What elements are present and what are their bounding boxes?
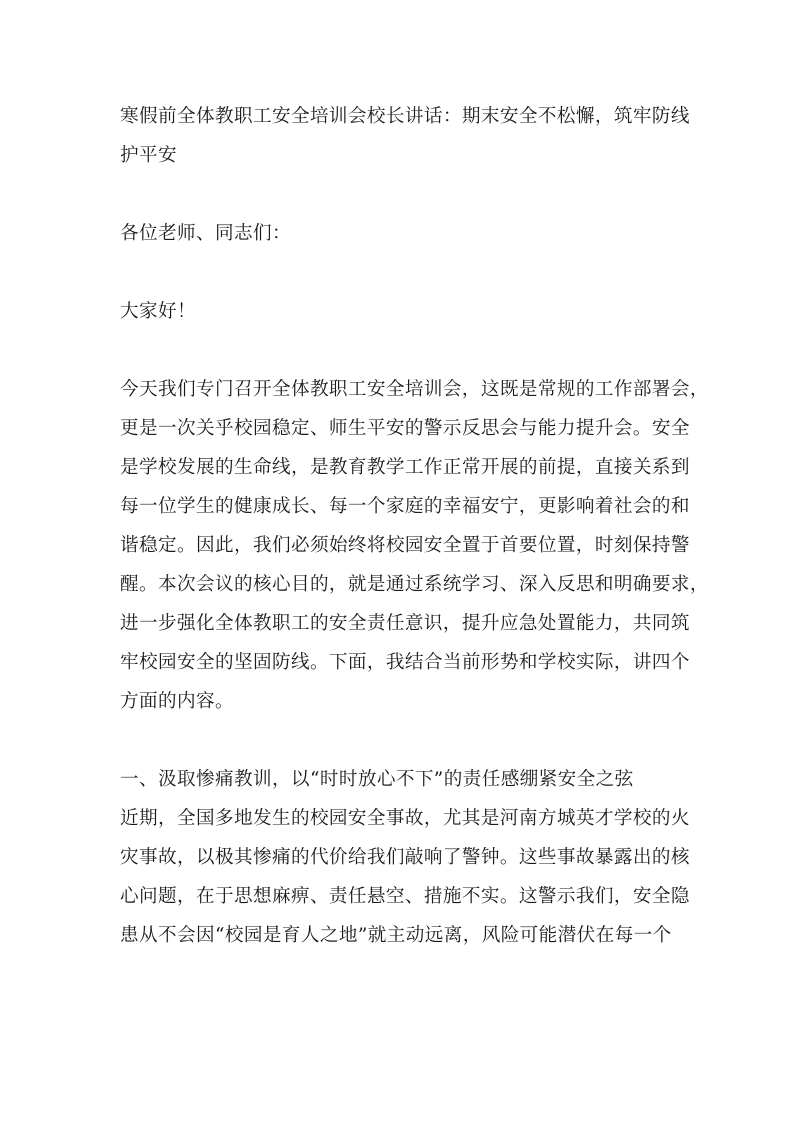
paragraph-line: 今天我们专门召开全体教职工安全培训会，这既是常规的工作部署会， (120, 379, 709, 400)
paragraph-line: 醒。本次会议的核心目的，就是通过系统学习、深入反思和明确要求， (120, 574, 709, 595)
greeting: 大家好！ (120, 301, 196, 322)
spacer (120, 175, 686, 214)
intro-paragraph (120, 370, 709, 721)
spacer (120, 253, 686, 292)
paragraph-line: 进一步强化全体教职工的安全责任意识，提升应急处置能力，共同筑 (120, 613, 690, 634)
section1-paragraph (120, 799, 690, 955)
paragraph-line: 灾事故，以极其惨痛的代价给我们敲响了警钟。这些事故暴露出的核 (120, 847, 690, 868)
paragraph-line: 谐稳定。因此，我们必须始终将校园安全置于首要位置，时刻保持警 (120, 535, 690, 556)
paragraph-line: 每一位学生的健康成长、每一个家庭的幸福安宁，更影响着社会的和 (120, 496, 690, 517)
spacer (120, 721, 686, 760)
document-title (120, 97, 690, 175)
section-heading: 一、汲取惨痛教训，以“时时放心不下”的责任感绷紧安全之弦 (120, 769, 634, 790)
paragraph-line: 是学校发展的生命线，是教育教学工作正常开展的前提，直接关系到 (120, 457, 690, 478)
title-line: 护平安 (120, 145, 177, 166)
paragraph-line: 方面的内容。 (120, 691, 234, 712)
paragraph-line: 患从不会因“校园是育人之地”就主动远离，风险可能潜伏在每一个 (120, 925, 672, 946)
salutation: 各位老师、同志们： (120, 223, 291, 244)
document-page (120, 97, 709, 955)
spacer (120, 331, 686, 370)
paragraph-line: 牢校园安全的坚固防线。下面，我结合当前形势和学校实际，讲四个 (120, 652, 690, 673)
paragraph-line: 更是一次关乎校园稳定、师生平安的警示反思会与能力提升会。安全 (120, 418, 690, 439)
paragraph-line: 心问题，在于思想麻痹、责任悬空、措施不实。这警示我们，安全隐 (120, 886, 690, 907)
paragraph-line: 近期，全国多地发生的校园安全事故，尤其是河南方城英才学校的火 (120, 808, 690, 829)
title-line: 寒假前全体教职工安全培训会校长讲话：期末安全不松懈，筑牢防线 (120, 106, 690, 127)
